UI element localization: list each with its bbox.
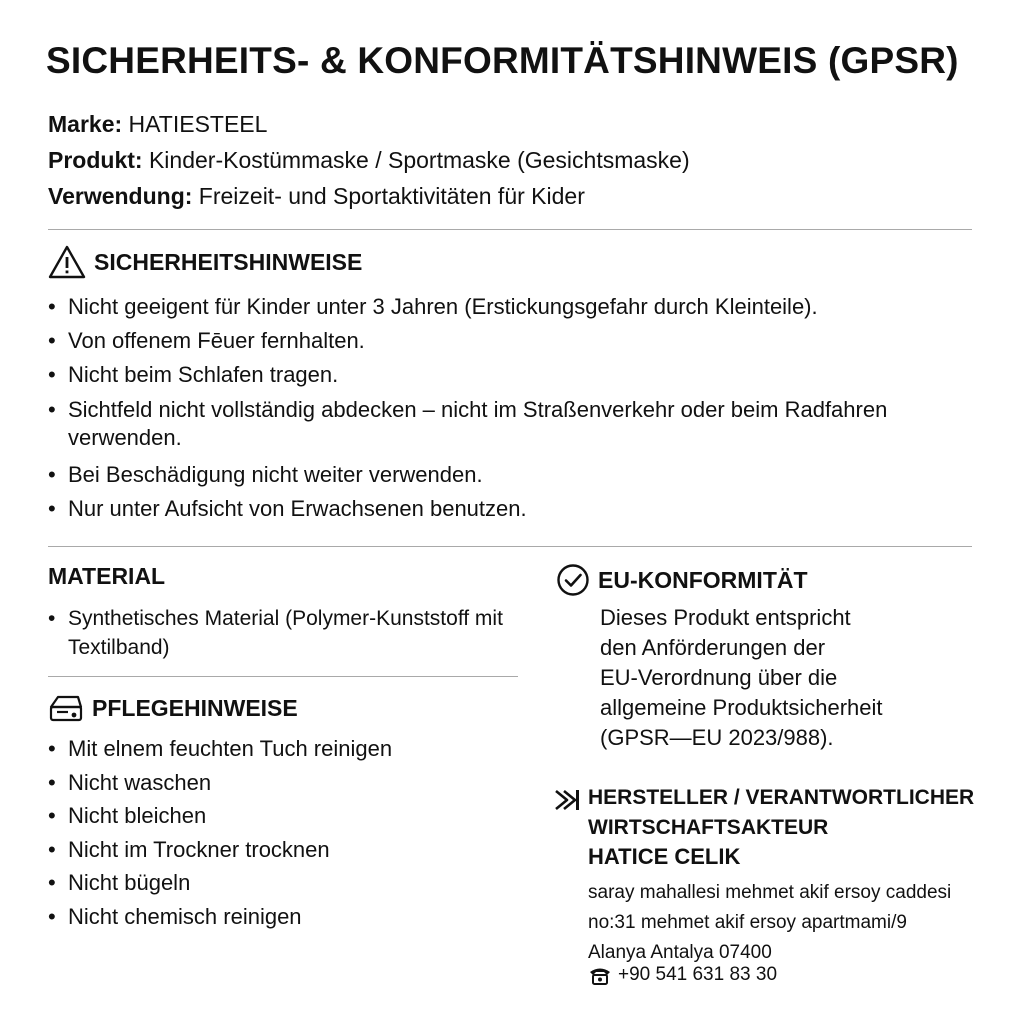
material-heading-text: MATERIAL <box>48 563 166 589</box>
list-item: • Von offenem Fēuer fernhalten. <box>48 324 978 358</box>
eu-line: EU-Verordnung über die <box>600 665 838 690</box>
brand-value: HATIESTEEL <box>128 111 268 137</box>
material-list <box>48 604 518 662</box>
usage-value: Freizeit- und Sportaktivitäten für Kider <box>198 183 585 209</box>
brand-row <box>48 106 690 142</box>
list-item: • Sichtfeld nicht vollständig abdecken – nicht im Straßenverkehr oder beim Radfahren verwenden. <box>48 396 978 452</box>
divider <box>48 546 972 547</box>
divider <box>48 229 972 230</box>
care-heading-text: PFLEGEHINWEISE <box>92 694 298 721</box>
list-item: • Synthetisches Material (Polymer-Kunststoff mit Textilband) <box>48 604 518 662</box>
manufacturer-heading-line: HERSTELLER / VERANTWORTLICHER <box>588 786 975 809</box>
safety-list <box>48 290 978 526</box>
divider <box>48 676 518 677</box>
list-item: • Nur unter Aufsicht von Erwachsenen benutzen. <box>48 492 978 526</box>
care-icon <box>48 693 84 723</box>
eu-line: Dieses Produkt entspricht <box>600 605 851 630</box>
list-item: • Nicht im Trockner trocknen <box>48 833 518 867</box>
product-row <box>48 142 690 178</box>
care-heading <box>48 693 298 723</box>
product-value: Kinder-Kostümmaske / Sportmaske (Gesichtsmaske) <box>148 147 690 173</box>
address-line: Alanya Antalya 07400 <box>588 942 772 963</box>
address-line: no:31 mehmet akif ersoy apartmami/9 <box>588 912 907 933</box>
safety-heading-text: SICHERHEITSHINWEISE <box>94 248 363 275</box>
manufacturer-name: HATICE CELIK <box>588 844 741 869</box>
page-title: SICHERHEITS- & KONFORMITÄTSHINWEIS (GPSR) <box>46 40 959 81</box>
manufacturer-address <box>588 878 951 968</box>
list-item: • Nicht chemisch reinigen <box>48 900 518 934</box>
eu-line: allgemeine Produktsicherheit <box>600 695 883 720</box>
product-label: Produkt: <box>48 147 143 173</box>
eu-line: (GPSR—EU 2023/988). <box>600 725 834 750</box>
care-list <box>48 732 518 934</box>
product-info <box>48 106 690 214</box>
list-item: • Bei Beschädigung nicht weiter verwenden. <box>48 458 978 492</box>
manufacturer-heading <box>588 783 974 843</box>
list-item: • Nicht bleichen <box>48 799 518 833</box>
list-item: • Nicht beim Schlafen tragen. <box>48 358 978 392</box>
brand-label: Marke: <box>48 111 123 137</box>
address-line: saray mahallesi mehmet akif ersoy caddesi <box>588 882 952 903</box>
manufacturer-heading-line: WIRTSCHAFTSAKTEUR <box>588 816 829 839</box>
phone-number: +90 541 631 83 30 <box>618 964 778 985</box>
usage-row <box>48 178 690 214</box>
list-item: • Nicht waschen <box>48 766 518 800</box>
manufacturer-phone <box>588 964 777 986</box>
arrow-icon <box>554 789 582 811</box>
list-item: • Nicht geeigent für Kinder unter 3 Jahren (Erstickungsgefahr durch Kleinteile). <box>48 290 978 324</box>
eu-line: den Anförderungen der <box>600 635 826 660</box>
eu-heading <box>556 563 808 597</box>
eu-conformity-text <box>600 603 960 753</box>
list-item: • Nicht bügeln <box>48 866 518 900</box>
safety-heading <box>48 245 362 279</box>
telephone-icon <box>588 965 612 985</box>
eu-heading-text: EU-KONFORMITÄT <box>598 566 808 593</box>
material-heading <box>48 563 165 590</box>
usage-label: Verwendung: <box>48 183 193 209</box>
check-circle-icon <box>556 563 590 597</box>
warning-triangle-icon <box>48 245 86 279</box>
list-item: • Mit elnem feuchten Tuch reinigen <box>48 732 518 766</box>
